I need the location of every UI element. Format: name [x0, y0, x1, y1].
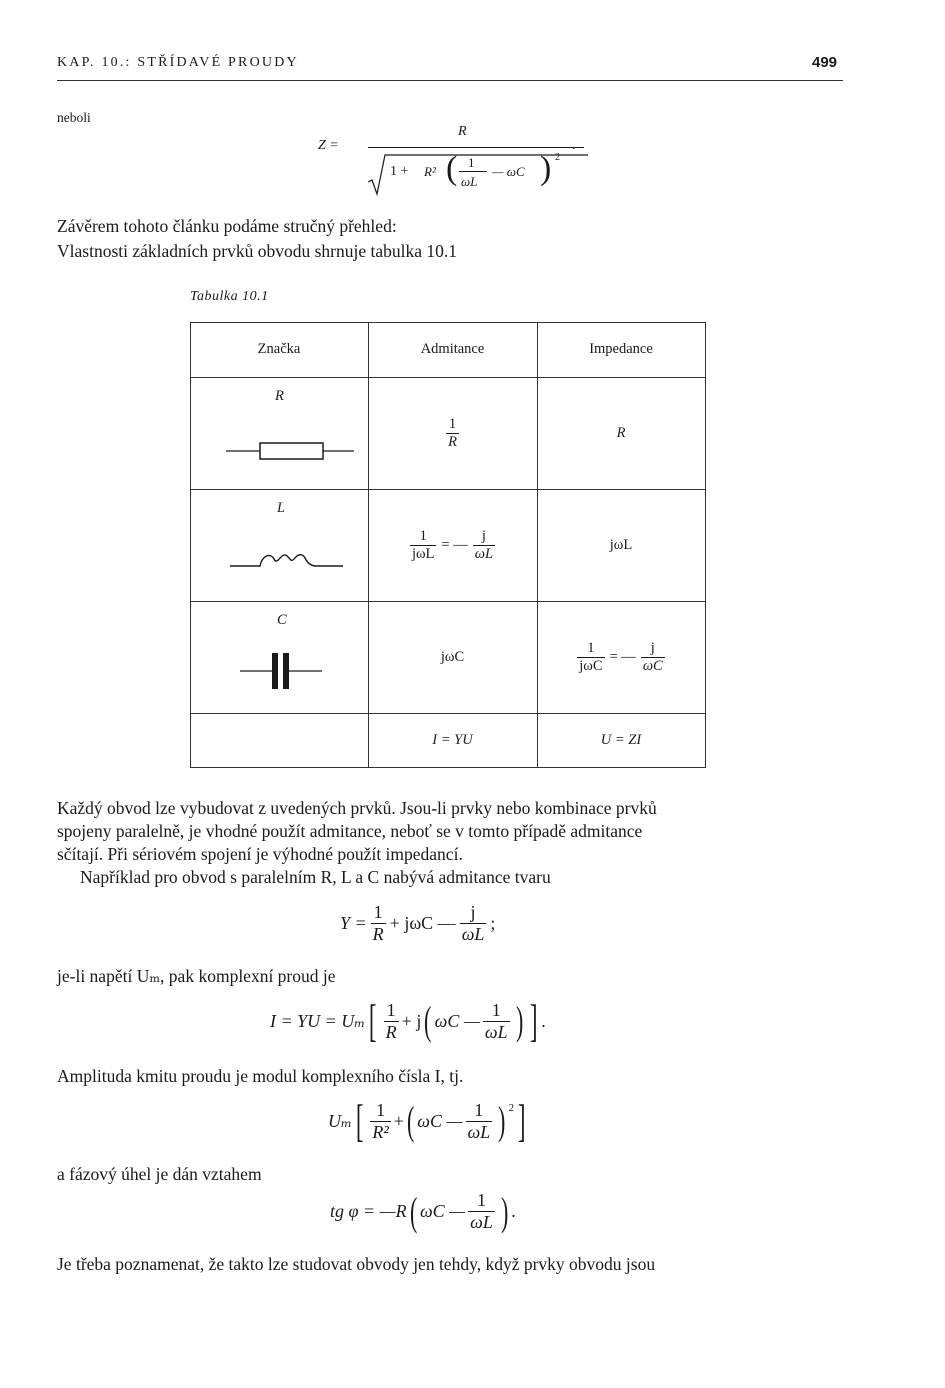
impedance-r: R — [616, 424, 626, 441]
line-phase: a fázový úhel je dán vztahem — [57, 1164, 262, 1184]
footer-empty — [190, 713, 368, 767]
eq-z-numerator: R — [458, 124, 467, 139]
running-head-title: KAP. 10.: STŘÍDAVÉ PROUDY — [57, 55, 299, 70]
header-symbol: Značka — [257, 341, 301, 357]
eq-amp-plus: + — [393, 1110, 404, 1131]
eq-amp-wc: ωC — — [417, 1110, 463, 1131]
adm-l-num2: j — [481, 527, 486, 544]
adm-r-num: 1 — [448, 415, 457, 432]
eq-i-bracket-left: [ — [369, 995, 377, 1046]
eq-phase-paren-right: ) — [500, 1188, 509, 1234]
eq-i-n1: 1 — [386, 999, 396, 1020]
eq-z-inner-bar — [459, 171, 487, 172]
eq-z-one: 1 + — [390, 164, 409, 179]
eq-amp-d2: ωL — [467, 1121, 491, 1142]
eq-y-n2: j — [470, 902, 476, 922]
eq-amp-lhs: Uₘ — [328, 1110, 353, 1131]
admittance-l — [368, 489, 537, 601]
eq-y-lhs: Y = — [340, 913, 367, 933]
eq-z-fraction-bar — [368, 147, 584, 148]
eq-amp-n1: 1 — [376, 1099, 386, 1120]
symbol-label-r: R — [275, 388, 284, 404]
imp-c-den2: ωC — [642, 657, 663, 674]
equation-i — [270, 995, 546, 1046]
capacitor-icon — [240, 652, 325, 690]
summary-line-2: Vlastnosti základních prvků obvodu shrnuje tabulka 10.1 — [57, 241, 457, 261]
para2-line-3: sčítají. Při sériovém spojení je výhodné použít impedancí. — [57, 844, 463, 864]
footer-ohm-impedance: U = ZI — [600, 731, 642, 748]
summary-line-1: Závěrem tohoto článku podáme stručný přehled: — [57, 216, 397, 236]
table-caption: Tabulka 10.1 — [190, 289, 269, 304]
adm-l-den: jωL — [411, 545, 435, 562]
eq-phase-wc: ωC — — [419, 1201, 466, 1221]
eq-y-middle: + jωC — — [389, 913, 456, 933]
eq-z-lhs: Z = — [318, 138, 339, 153]
para2-line-2: spojeny paralelně, je vhodné použít admitance, neboť se v tomto případě admitance — [57, 821, 643, 841]
line-amplitude: Amplituda kmitu proudu je modul komplexního čísla I, tj. — [57, 1066, 464, 1086]
eq-phase-n1: 1 — [477, 1190, 487, 1210]
eq-i-wc: ωC — — [434, 1010, 480, 1031]
equation-y — [340, 902, 495, 945]
imp-c-eq: = — — [609, 648, 636, 665]
resistor-icon — [226, 440, 356, 462]
eq-amp-paren-left: ( — [406, 1098, 415, 1143]
symbol-label-l: L — [277, 500, 286, 516]
eq-i-lhs: I = YU = Uₘ — [270, 1010, 366, 1031]
eq-phase-lhs: tg φ = —R — [330, 1201, 407, 1221]
eq-y-n1: 1 — [373, 902, 383, 922]
eq-y-d2: ωL — [461, 924, 485, 944]
eq-z-inner-den: ωL — [461, 174, 478, 189]
equation-z — [318, 124, 588, 200]
eq-phase-paren-left: ( — [409, 1188, 417, 1234]
adm-r-den: R — [448, 433, 457, 450]
equation-phase — [330, 1190, 516, 1233]
table-rule-bottom — [190, 767, 706, 768]
line-final: Je třeba poznamenat, že takto lze studovat obvody jen tehdy, když prvky obvodu jsou — [57, 1254, 656, 1274]
imp-c-num2: j — [650, 639, 655, 656]
eq-i-bracket-right: ] — [529, 995, 538, 1046]
eq-phase-end: . — [511, 1201, 516, 1221]
eq-z-exponent: 2 — [555, 152, 560, 163]
table-border-left — [190, 322, 191, 768]
para2-line-1: Každý obvod lze vybudovat z uvedených prvků. Jsou-li prvky nebo kombinace prvků — [57, 798, 657, 818]
line-voltage: je-li napětí Uₘ, pak komplexní proud je — [57, 966, 336, 986]
admittance-c: jωC — [440, 648, 465, 665]
eq-i-d2: ωL — [484, 1021, 508, 1042]
eq-phase-d1: ωL — [470, 1212, 493, 1232]
adm-l-den2: ωL — [474, 545, 494, 562]
eq-i-paren-left: ( — [424, 998, 432, 1043]
symbol-label-c: C — [277, 612, 287, 628]
adm-l-eq: = — — [441, 536, 468, 553]
eq-z-paren-left: ( — [446, 150, 458, 187]
eq-z-inner-num: 1 — [468, 155, 475, 170]
inductor-icon — [230, 550, 345, 570]
eq-i-paren-right: ) — [515, 998, 523, 1043]
footer-ohm-admittance: I = YU — [432, 731, 473, 748]
para2-line-4: Například pro obvod s paralelním R, L a C nabývá admitance tvaru — [80, 867, 551, 887]
eq-amp-bracket-left: [ — [355, 1095, 364, 1146]
header-rule — [57, 80, 843, 81]
eq-z-paren-right: ) — [540, 150, 552, 187]
eq-amp-d1: R² — [372, 1121, 389, 1142]
page-number: 499 — [812, 54, 838, 71]
imp-c-num: 1 — [587, 639, 595, 656]
impedance-l: jωL — [609, 536, 633, 553]
imp-c-den: jωC — [579, 657, 603, 674]
eq-y-end: ; — [490, 913, 496, 933]
header-admittance: Admitance — [420, 341, 485, 357]
eq-z-r2: R² — [424, 164, 436, 179]
table-border-right — [705, 322, 706, 768]
intro-word: neboli — [57, 110, 91, 125]
eq-i-plus: + j — [401, 1010, 422, 1031]
eq-i-end: . — [541, 1010, 546, 1031]
eq-z-minus: — ωC — [492, 164, 525, 179]
eq-z-dot: . — [572, 138, 576, 153]
eq-y-d1: R — [372, 924, 384, 944]
equation-amplitude — [328, 1095, 529, 1146]
eq-amp-exponent: 2 — [508, 1102, 515, 1114]
adm-l-num: 1 — [419, 527, 427, 544]
element-table — [190, 322, 706, 768]
eq-amp-bracket-right: ] — [517, 1095, 526, 1146]
header-impedance: Impedance — [589, 341, 653, 357]
impedance-c — [537, 601, 705, 713]
eq-amp-n2: 1 — [474, 1099, 484, 1120]
eq-i-d1: R — [385, 1021, 397, 1042]
eq-i-n2: 1 — [491, 999, 501, 1020]
admittance-r — [368, 377, 537, 489]
eq-amp-paren-right: ) — [498, 1098, 506, 1143]
